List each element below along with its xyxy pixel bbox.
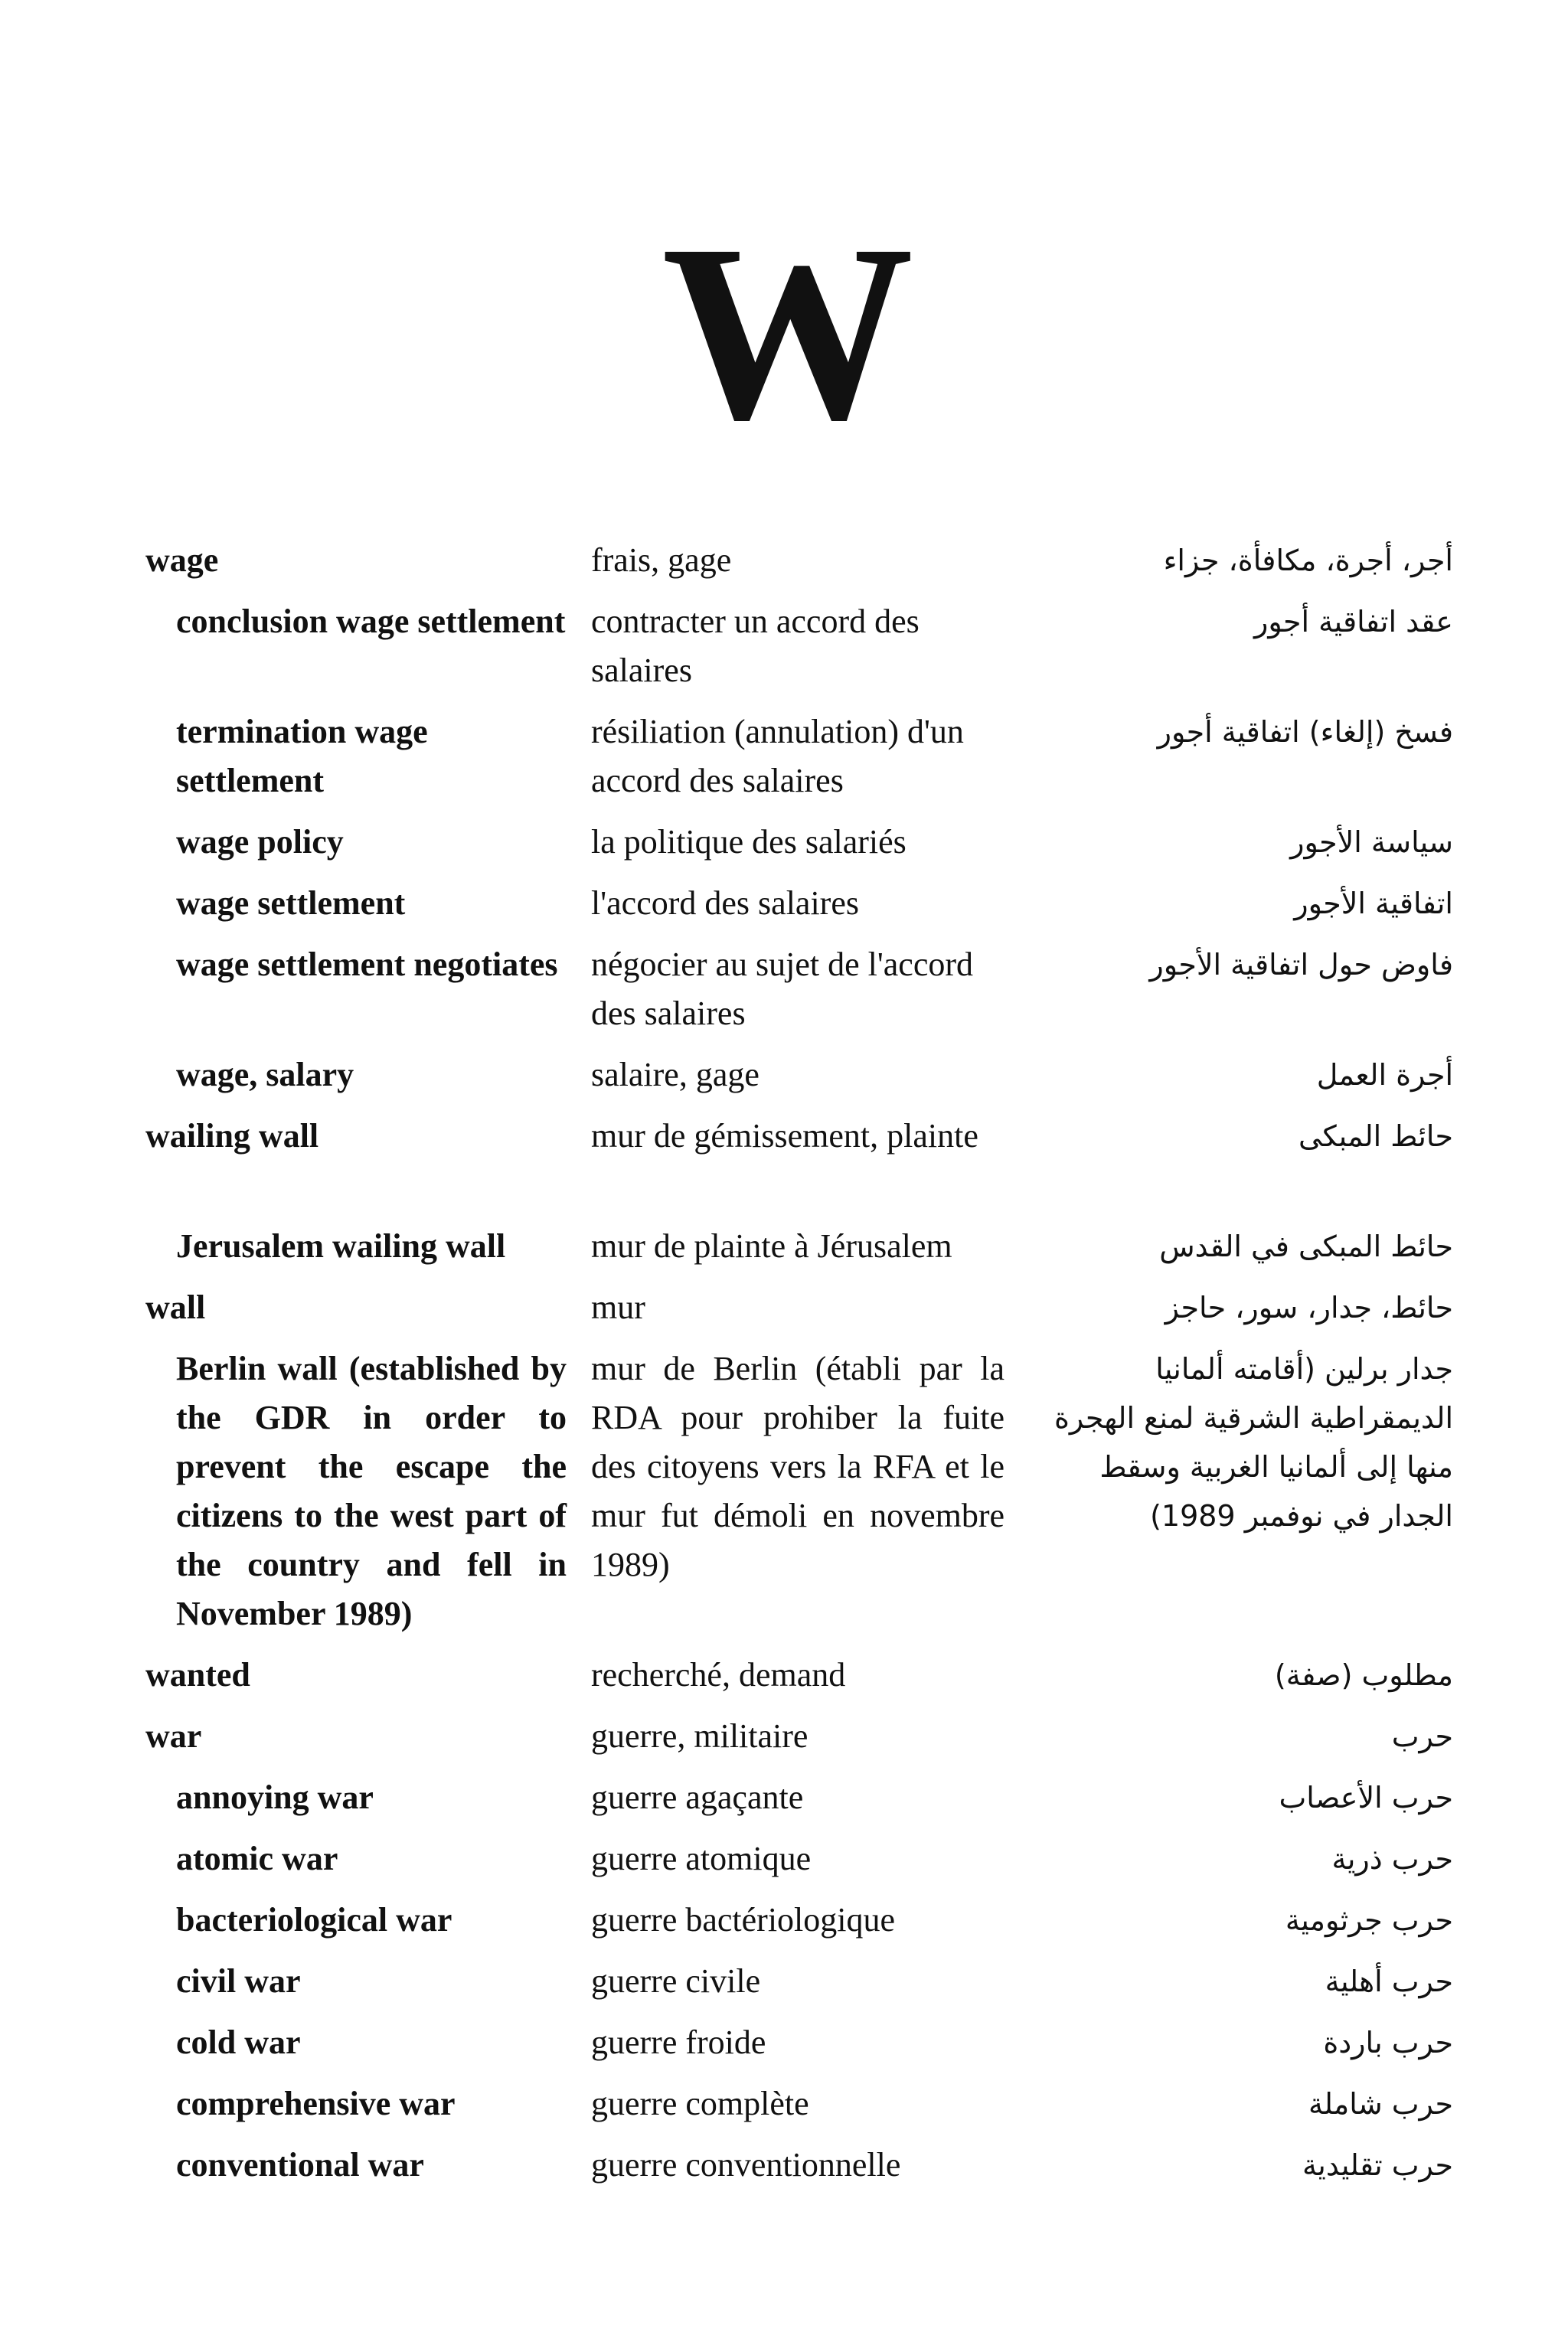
arabic-translation: أجرة العمل (1316, 1058, 1453, 1092)
arabic-translation: حرب ذرية (1331, 1842, 1453, 1876)
arabic-translation: حرب جرثومية (1285, 1903, 1453, 1937)
english-term: bacteriological war (176, 1901, 452, 1939)
french-translation: salaire, gage (591, 1056, 760, 1093)
section-letter-heading: W (662, 193, 906, 472)
arabic-translation: فسخ (إلغاء) اتفاقية أجور (1157, 715, 1453, 749)
french-translation: frais, gage (591, 541, 732, 579)
french-translation: recherché, demand (591, 1656, 846, 1694)
french-translation: guerre, militaire (591, 1717, 808, 1755)
glossary-entry (0, 1712, 1568, 1761)
glossary-entry (0, 1222, 1568, 1271)
glossary-entry (0, 2079, 1568, 2128)
english-term: war (145, 1717, 202, 1755)
glossary-entry (0, 818, 1568, 867)
french-translation: mur de plainte à Jérusalem (591, 1227, 952, 1265)
arabic-translation: سياسة الأجور (1290, 825, 1453, 859)
english-term: termination wage settlement (176, 713, 428, 799)
arabic-translation: حرب أهلية (1325, 1965, 1453, 1998)
arabic-translation: حائط، جدار، سور، حاجز (1165, 1291, 1453, 1325)
glossary-entry (0, 597, 1568, 695)
english-term: wage, salary (176, 1056, 354, 1093)
french-translation: contracter un accord des salaires (591, 603, 920, 689)
french-translation: guerre froide (591, 2024, 766, 2061)
glossary-entry (0, 879, 1568, 928)
arabic-translation: فاوض حول اتفاقية الأجور (1149, 948, 1453, 982)
english-term: wanted (145, 1656, 250, 1694)
glossary-entry (0, 940, 1568, 1038)
english-term: comprehensive war (176, 2085, 456, 2122)
french-translation: guerre atomique (591, 1840, 812, 1877)
glossary-entry (0, 1651, 1568, 1700)
english-term: wall (145, 1289, 206, 1326)
french-translation: la politique des salariés (591, 823, 906, 861)
french-translation: mur (591, 1289, 645, 1326)
english-term: wage (145, 541, 219, 579)
french-translation: guerre agaçante (591, 1779, 804, 1816)
glossary-entry (0, 2018, 1568, 2067)
arabic-translation: مطلوب (صفة) (1274, 1658, 1453, 1692)
english-term: civil war (176, 1962, 301, 2000)
arabic-translation: أجر، أجرة، مكافأة، جزاء (1163, 544, 1453, 577)
arabic-translation: حرب تقليدية (1302, 2148, 1453, 2182)
english-term: wage settlement negotiates (176, 946, 558, 983)
arabic-translation: حائط المبكى في القدس (1159, 1230, 1453, 1263)
english-term: Jerusalem wailing wall (176, 1227, 506, 1265)
french-translation: mur de gémissement, plainte (591, 1117, 978, 1155)
english-term: wage policy (176, 823, 344, 861)
english-term: wage settlement (176, 884, 406, 922)
arabic-translation: اتفاقية الأجور (1294, 887, 1453, 920)
glossary-entry (0, 1834, 1568, 1883)
glossary-entry (0, 1957, 1568, 2006)
glossary-entry (0, 1344, 1568, 1638)
glossary-entry (0, 707, 1568, 805)
glossary-table (0, 536, 1568, 2202)
glossary-entry (0, 1283, 1568, 1332)
english-term: atomic war (176, 1840, 338, 1877)
arabic-translation: حرب (1391, 1720, 1453, 1753)
glossary-entry (0, 1896, 1568, 1945)
arabic-translation: عقد اتفاقية أجور (1254, 605, 1453, 639)
glossary-entry (0, 536, 1568, 585)
french-translation: guerre conventionnelle (591, 2146, 901, 2184)
arabic-translation: حرب باردة (1323, 2026, 1453, 2060)
arabic-translation: جدار برلين (أقامته ألمانيا الديمقراطية الشرقية لمنع الهجرة منها إلى ألمانيا الغربية وسقط الجدار في نوفمبر 1989) (1054, 1352, 1453, 1533)
arabic-translation: حائط المبكى (1298, 1119, 1453, 1153)
english-term: conclusion wage settlement (176, 603, 566, 640)
english-term: wailing wall (145, 1117, 319, 1155)
french-translation: mur de Berlin (établi par la RDA pour prohiber la fuite des citoyens vers la RFA et le mur fut démoli en novembre 1989) (591, 1350, 1004, 1583)
french-translation: guerre complète (591, 2085, 809, 2122)
arabic-translation: حرب الأعصاب (1279, 1781, 1453, 1815)
arabic-translation: حرب شاملة (1308, 2087, 1453, 2121)
english-term: annoying war (176, 1779, 374, 1816)
glossary-entry (0, 2141, 1568, 2190)
french-translation: l'accord des salaires (591, 884, 859, 922)
french-translation: résiliation (annulation) d'un accord des salaires (591, 713, 964, 799)
glossary-entry (0, 1112, 1568, 1210)
english-term: cold war (176, 2024, 301, 2061)
glossary-entry (0, 1773, 1568, 1822)
french-translation: guerre civile (591, 1962, 761, 2000)
english-term: conventional war (176, 2146, 424, 2184)
english-term: Berlin wall (established by the GDR in order to prevent the escape the citizens to the west part of the country and fell in November 1989) (176, 1350, 567, 1632)
french-translation: guerre bactériologique (591, 1901, 896, 1939)
french-translation: négocier au sujet de l'accord des salaires (591, 946, 974, 1032)
glossary-entry (0, 1050, 1568, 1099)
